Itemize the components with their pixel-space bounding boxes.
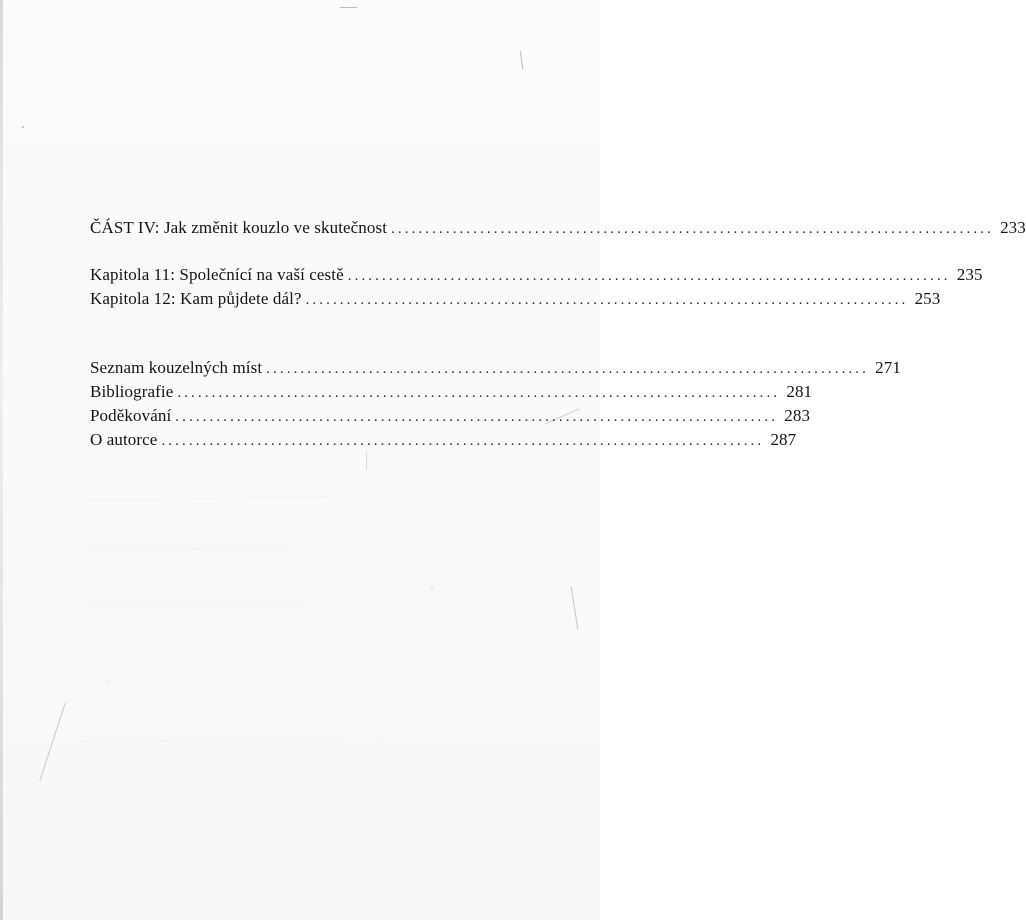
toc-page-number: 235 (956, 265, 983, 284)
right-lower-mark (571, 586, 579, 630)
toc-entry-title: Kapitola 12: Kam půjdete dál? (90, 289, 302, 308)
toc-entry-chapter-12 (90, 287, 941, 311)
toc-leader-dots: ........................................................................................ (266, 361, 869, 377)
bleed-through-line (84, 496, 334, 502)
toc-leader-dots: ........................................................................................ (177, 385, 781, 401)
toc-page-number: 283 (784, 406, 811, 425)
toc-leader-dots: ........................................................................................ (305, 292, 909, 308)
top-pencil-mark (340, 7, 357, 8)
bleed-through-line (82, 546, 287, 552)
toc-entry-title: Kapitola 11: Společnící na vaší cestě (90, 265, 344, 284)
toc-page-number: 233 (1000, 218, 1026, 237)
toc-leader-dots: ........................................................................................ (175, 409, 779, 425)
toc-leader-dots: ........................................................................................ (391, 221, 994, 237)
lower-left-scratch (39, 703, 65, 781)
center-pencil-mark (366, 452, 367, 470)
toc-entry-title: Poděkování (90, 406, 172, 425)
toc-entry-bibliography (90, 380, 813, 404)
toc-page-number: 271 (875, 358, 901, 377)
toc-entry-title: Seznam kouzelných míst (90, 358, 263, 377)
right-edge-mark (520, 51, 523, 69)
toc-entry-part-iv (90, 216, 1026, 240)
left-page-dot (22, 126, 24, 128)
toc-page-number: 253 (914, 289, 941, 308)
toc-entry-title: O autorce (90, 430, 158, 449)
toc-leader-dots: ........................................................................................ (161, 433, 765, 449)
toc-entry-about-author (90, 428, 797, 452)
toc-entry-acknowledgements (90, 404, 811, 428)
toc-entry-chapter-11 (90, 263, 983, 287)
toc-entry-magical-places (90, 356, 901, 380)
bleed-through-line (80, 737, 340, 744)
page-edge-shadow (0, 0, 3, 920)
toc-entry-title: Bibliografie (90, 382, 174, 401)
toc-leader-dots: ........................................................................................ (347, 268, 951, 284)
bleed-through-line (83, 601, 309, 607)
toc-entry-title: ČÁST IV: Jak změnit kouzlo ve skutečnost (90, 218, 388, 237)
toc-page-number: 281 (786, 382, 813, 401)
toc-page-number: 287 (770, 430, 797, 449)
